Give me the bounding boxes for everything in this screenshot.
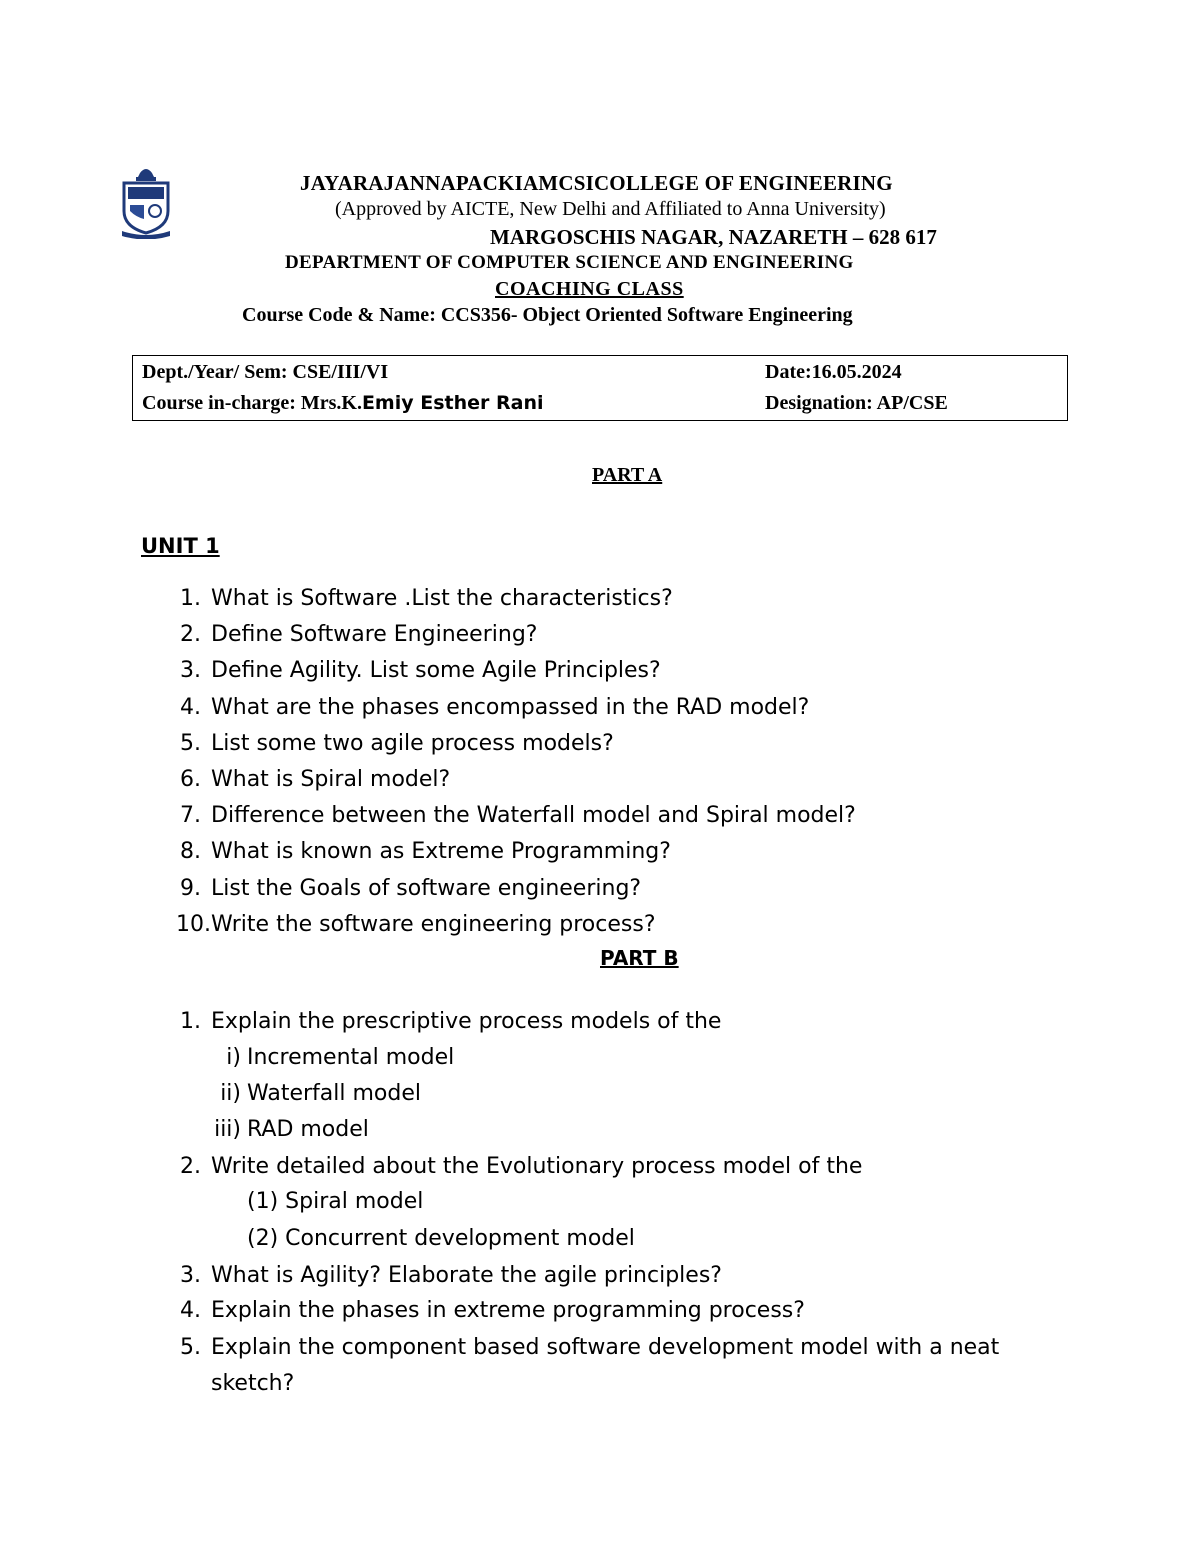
dept-year-sem: Dept./Year/ Sem: CSE/III/VI xyxy=(142,361,389,383)
part-a-question xyxy=(180,767,451,792)
sub-item-number: i) xyxy=(226,1045,241,1070)
part-a-question xyxy=(180,731,614,756)
question-text: What is known as Extreme Programming? xyxy=(211,839,671,864)
unit-title: UNIT 1 xyxy=(141,534,220,558)
part-a-question xyxy=(180,586,673,611)
question-number: 4. xyxy=(180,1298,201,1323)
course-label: Course Code & Name: xyxy=(242,304,436,326)
sub-item-text: Incremental model xyxy=(247,1045,455,1070)
question-text: Write detailed about the Evolutionary process model of the xyxy=(211,1154,863,1179)
part-a-question xyxy=(180,803,856,828)
part-a-question xyxy=(180,622,538,647)
sub-item-number: (1) xyxy=(247,1189,279,1214)
part-b-title: PART B xyxy=(600,946,679,970)
incharge-name: Emiy Esther Rani xyxy=(361,392,544,414)
sub-item-text: Spiral model xyxy=(285,1189,424,1214)
part-b-question xyxy=(180,1009,722,1034)
sub-item-number: iii) xyxy=(214,1117,241,1142)
sub-item-text: Waterfall model xyxy=(247,1081,421,1106)
question-number: 1. xyxy=(180,1009,201,1034)
question-number: 6. xyxy=(180,767,201,792)
question-text: Define Agility. List some Agile Principles? xyxy=(211,658,661,683)
part-a-question xyxy=(180,695,810,720)
college-crest-icon xyxy=(118,165,174,239)
part-b-question xyxy=(180,1335,1000,1360)
question-number: 2. xyxy=(180,622,201,647)
question-text: What are the phases encompassed in the RAD model? xyxy=(211,695,810,720)
course-value: CCS356- Object Oriented Software Engineering xyxy=(440,304,853,326)
question-text: Explain the component based software development model with a neat xyxy=(211,1335,1000,1360)
department-line: DEPARTMENT OF COMPUTER SCIENCE AND ENGINEERING xyxy=(285,252,854,273)
approval-line: (Approved by AICTE, New Delhi and Affiliated to Anna University) xyxy=(335,198,886,220)
question-text: Explain the prescriptive process models of the xyxy=(211,1009,722,1034)
sub-item xyxy=(214,1117,369,1142)
incharge-label: Course in-charge: Mrs.K. xyxy=(142,392,362,414)
question-number: 3. xyxy=(180,658,201,683)
question-number: 5. xyxy=(180,731,201,756)
part-a-question xyxy=(180,839,671,864)
part-a-question xyxy=(180,876,642,901)
sub-item xyxy=(247,1226,635,1251)
part-b-question xyxy=(180,1298,805,1323)
address-line: MARGOSCHIS NAGAR, NAZARETH – 628 617 xyxy=(490,225,937,249)
sub-item-text: RAD model xyxy=(247,1117,369,1142)
question-text: Difference between the Waterfall model and Spiral model? xyxy=(211,803,856,828)
college-name: JAYARAJANNAPACKIAMCSICOLLEGE OF ENGINEERING xyxy=(300,171,893,195)
sub-item xyxy=(247,1189,423,1214)
question-continuation: sketch? xyxy=(211,1371,295,1396)
question-text: Explain the phases in extreme programming process? xyxy=(211,1298,805,1323)
question-number: 3. xyxy=(180,1263,201,1288)
question-number: 7. xyxy=(180,803,201,828)
question-number: 2. xyxy=(180,1154,201,1179)
question-number: 4. xyxy=(180,695,201,720)
date-field: Date:16.05.2024 xyxy=(765,361,902,383)
question-number: 1. xyxy=(180,586,201,611)
sub-item-number: ii) xyxy=(220,1081,241,1106)
question-text: What is Agility? Elaborate the agile principles? xyxy=(211,1263,722,1288)
class-type: COACHING CLASS xyxy=(495,278,684,300)
part-b-question xyxy=(180,1154,863,1179)
question-number: 8. xyxy=(180,839,201,864)
sub-item xyxy=(226,1045,455,1070)
question-number: 10. xyxy=(176,912,211,937)
sub-item xyxy=(220,1081,421,1106)
sub-item-text: Concurrent development model xyxy=(285,1226,635,1251)
question-text: Define Software Engineering? xyxy=(211,622,538,647)
question-text: What is Spiral model? xyxy=(211,767,451,792)
question-number: 5. xyxy=(180,1335,201,1360)
question-text: List some two agile process models? xyxy=(211,731,614,756)
part-a-question xyxy=(180,658,661,683)
designation-field: Designation: AP/CSE xyxy=(765,392,948,414)
part-a-title: PART A xyxy=(592,464,663,486)
part-b-question xyxy=(180,1263,722,1288)
question-text: List the Goals of software engineering? xyxy=(211,876,642,901)
question-text: Write the software engineering process? xyxy=(211,912,656,937)
question-number: 9. xyxy=(180,876,201,901)
course-incharge xyxy=(142,392,544,415)
course-line xyxy=(242,304,853,327)
sub-item-number: (2) xyxy=(247,1226,279,1251)
part-a-question xyxy=(176,912,656,937)
question-text: What is Software .List the characteristics? xyxy=(211,586,673,611)
course-info-box xyxy=(132,355,1068,421)
